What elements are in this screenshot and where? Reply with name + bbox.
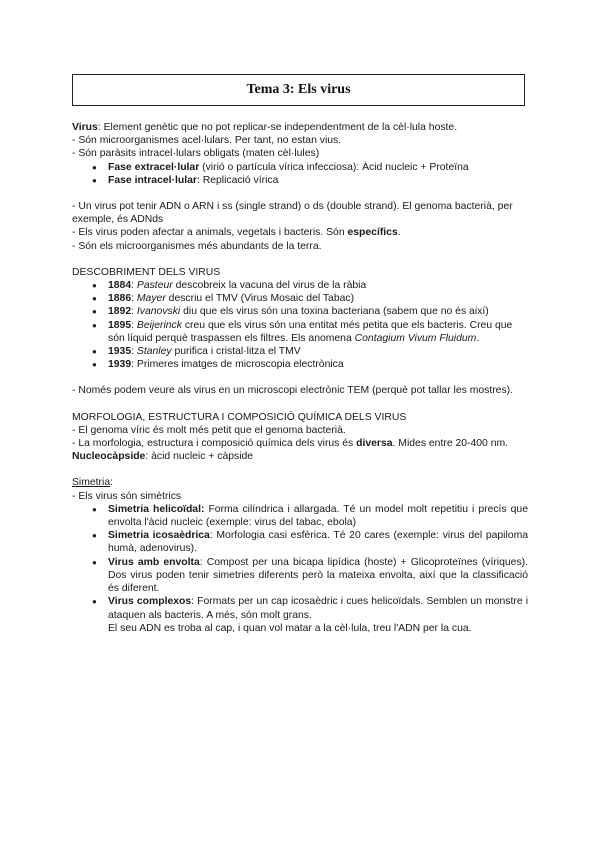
list-item: ● Fase extracel·lular (virió o partícula vírica infecciosa): Àcid nucleic + Proteïna: [108, 161, 528, 174]
phase-list: [72, 161, 528, 187]
discovery-list: [72, 279, 528, 371]
list-item: ● Virus complexos: Formats per un cap icosaèdric i cues helicoïdals. Semblen un monstre i ataquen als bacteris. A més, són molt grans. El seu ADN es troba al cap, i quan vol matar a la cèl·lula, treu l'ADN per la cua.: [108, 595, 528, 635]
intro-line: - Són microorganismes acel·lulars. Per tant, no estan vius.: [72, 135, 342, 147]
section-heading: DESCOBRIMENT DELS VIRUS: [72, 266, 221, 278]
intro-line: - Són paràsits intracel·lulars obligats (maten cèl·lules): [72, 148, 320, 160]
morphology-line: - El genoma víric és molt més petit que el genoma bacterià.: [72, 424, 346, 436]
microscope-note: - Només podem veure als virus en un microscopi electrònic TEM (perquè pot tallar les mostres).: [72, 385, 514, 397]
virus-definition: [72, 121, 528, 134]
list-item: ● 1939: Primeres imatges de microscopia electrònica: [108, 358, 528, 371]
morphology-line: - La morfologia, estructura i composició química dels virus és diversa. Mides entre 20-400 nm.: [72, 438, 509, 450]
virus-term: Virus: [72, 122, 98, 133]
list-item: ● Virus amb envolta: Compost per una bicapa lipídica (hoste) + Glicoproteïnes (víriques). Dos virus poden tenir simetries diferents però la mateixa envolta, així que la classificació és diferent.: [108, 556, 528, 596]
list-item: ● Fase intracel·lular: Replicació vírica: [108, 174, 528, 187]
genome-line: - Són els microorganismes més abundants de la terra.: [72, 240, 322, 252]
symmetry-intro: - Els virus són simètrics: [72, 490, 182, 502]
virus-def: : Element genètic que no pot replicar-se independentment de la cèl·lula hoste.: [97, 122, 458, 133]
genome-line: - Els virus poden afectar a animals, vegetals i bacteris. Són específics.: [72, 227, 401, 239]
nucleocapside-line: Nucleocàpside: àcid nucleic + càpside: [72, 451, 254, 463]
title-box: [72, 74, 525, 106]
document-body: [72, 121, 528, 635]
list-item: ● Simetria icosaèdrica: Morfologia casi esfèrica. Té 20 cares (exemple: virus del papiloma humà, adenovirus).: [108, 529, 528, 555]
list-item: ● Simetria helicoïdal: Forma cilíndrica i allargada. Té un model molt repetitiu i precís que envolta l'àcid nucleic (exemple: virus del tabac, ebola): [108, 503, 528, 529]
section-heading: MORFOLOGIA, ESTRUCTURA I COMPOSICIÓ QUÍMICA DELS VIRUS: [72, 411, 407, 423]
list-item: ● 1895: Beijerinck creu que els virus són una entitat més petita que els bacteris. Creu que són líquid perquè traspassen els filtres. Els anomena Contagium Vivum Fluidum.: [108, 319, 528, 345]
list-item: ● 1884: Pasteur descobreix la vacuna del virus de la ràbia: [108, 279, 528, 292]
list-item: ● 1935: Stanley purifica i cristal·litza el TMV: [108, 345, 528, 358]
complex-extra: El seu ADN es troba al cap, i quan vol matar a la cèl·lula, treu l'ADN per la cua.: [108, 622, 472, 634]
symmetry-heading: Simetria:: [72, 477, 113, 489]
page-title: Tema 3: Els virus: [246, 82, 351, 97]
list-item: ● 1892: Ivanovski diu que els virus són una toxina bacteriana (sabem que no és així): [108, 305, 528, 318]
genome-line: - Un virus pot tenir ADN o ARN i ss (single strand) o ds (double strand). El genoma bacterià, per exemple, és ADNds: [72, 201, 513, 226]
symmetry-list: [72, 503, 528, 635]
list-item: ● 1886: Mayer descriu el TMV (Virus Mosaic del Tabac): [108, 292, 528, 305]
